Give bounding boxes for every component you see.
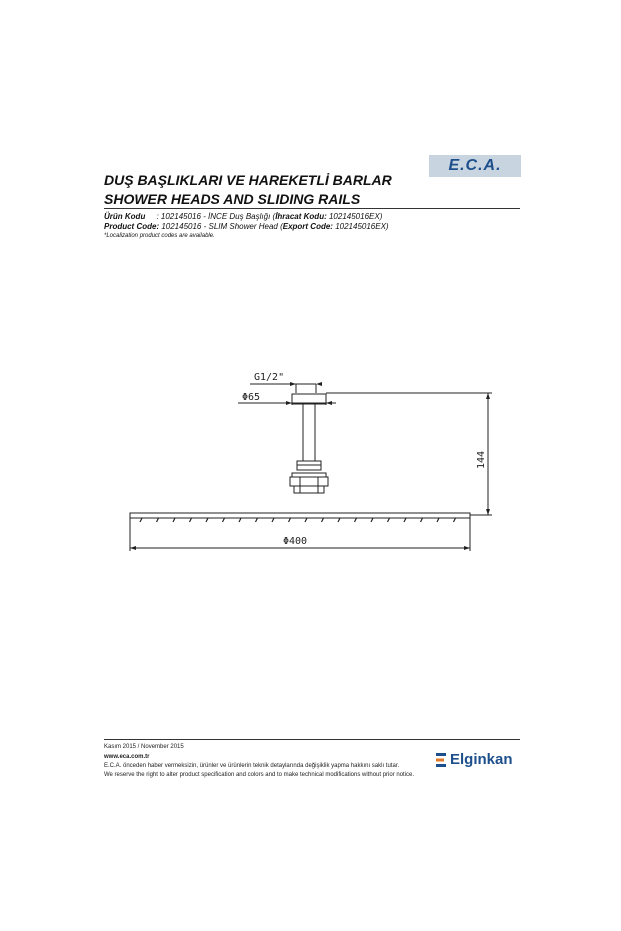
product-code-label-en: Product Code: <box>104 222 160 231</box>
eca-logo <box>429 155 521 177</box>
nozzle-tick <box>454 518 456 522</box>
flange-arrow-right <box>326 401 332 405</box>
export-code-label-en: Export Code: <box>282 222 333 231</box>
nozzle-tick <box>421 518 423 522</box>
product-code-en <box>104 222 389 231</box>
nozzle-tick <box>388 518 390 522</box>
ball-joint <box>290 477 328 486</box>
diameter-arrow-right <box>464 546 470 550</box>
flange-label: Φ65 <box>242 392 261 403</box>
footer-date: Kasım 2015 / November 2015 <box>104 744 184 750</box>
product-code-value-en: 102145016 - SLIM Shower Head ( <box>159 222 283 231</box>
page-title-tr: DUŞ BAŞLIKLARI VE HAREKETLİ BARLAR <box>104 172 392 188</box>
height-arrow-bottom <box>486 509 490 515</box>
flange-arrow-left <box>286 401 292 405</box>
nozzle-tick <box>371 518 373 522</box>
joint-ring <box>292 473 326 477</box>
elginkan-mark-icon <box>436 753 446 767</box>
page-title-en: SHOWER HEADS AND SLIDING RAILS <box>104 191 361 207</box>
height-arrow-top <box>486 393 490 399</box>
nozzle-tick <box>355 518 357 522</box>
diameter-arrow-left <box>130 546 136 550</box>
product-code-label-tr: Ürün Kodu <box>104 212 146 221</box>
elginkan-logo-text: Elginkan <box>450 751 513 768</box>
shower-head-plate <box>130 513 470 518</box>
nozzle-tick <box>256 518 258 522</box>
export-code-label-tr: İhracat Kodu: <box>275 212 327 221</box>
nozzle-tick <box>140 518 142 522</box>
footer-website[interactable]: www.eca.com.tr <box>104 754 150 760</box>
footer-disclaimer-en: We reserve the right to alter product specification and colors and to make technical modifications without prior notice. <box>104 772 415 778</box>
nozzle-tick <box>173 518 175 522</box>
nozzle-tick <box>437 518 439 522</box>
elginkan-logo <box>436 751 513 768</box>
technical-drawing <box>120 365 500 565</box>
height-label: 144 <box>476 450 487 469</box>
nozzle-tick <box>190 518 192 522</box>
head-connector <box>294 486 324 493</box>
nozzle-tick <box>338 518 340 522</box>
nozzle-tick <box>223 518 225 522</box>
thread-arrow <box>290 382 296 386</box>
diameter-label: Φ400 <box>283 536 308 547</box>
header-divider <box>104 208 520 209</box>
product-code-tr <box>104 212 382 221</box>
product-code-value-tr: : 102145016 - İNCE Duş Başlığı ( <box>156 212 276 221</box>
localization-note: *Localization product codes are available. <box>104 233 215 239</box>
nozzle-tick <box>305 518 307 522</box>
nozzle-tick <box>272 518 274 522</box>
nozzle-tick <box>157 518 159 522</box>
export-code-value-tr: 102145016EX) <box>326 212 383 221</box>
nozzle-tick <box>289 518 291 522</box>
nozzle-tick <box>404 518 406 522</box>
nozzle-tick <box>322 518 324 522</box>
footer-divider <box>104 739 520 740</box>
nozzle-tick <box>206 518 208 522</box>
nozzle-tick <box>239 518 241 522</box>
eca-logo-text: E.C.A. <box>448 157 502 174</box>
export-code-value-en: 102145016EX) <box>332 222 389 231</box>
thread-arrow-right <box>316 382 322 386</box>
thread-label: G1/2" <box>254 372 285 383</box>
footer-disclaimer-tr: E.C.A. önceden haber vermeksizin, ürünler ve ürünlerin teknik detaylarında değişiklik yapma hakkını saklı tutar. <box>104 763 400 769</box>
